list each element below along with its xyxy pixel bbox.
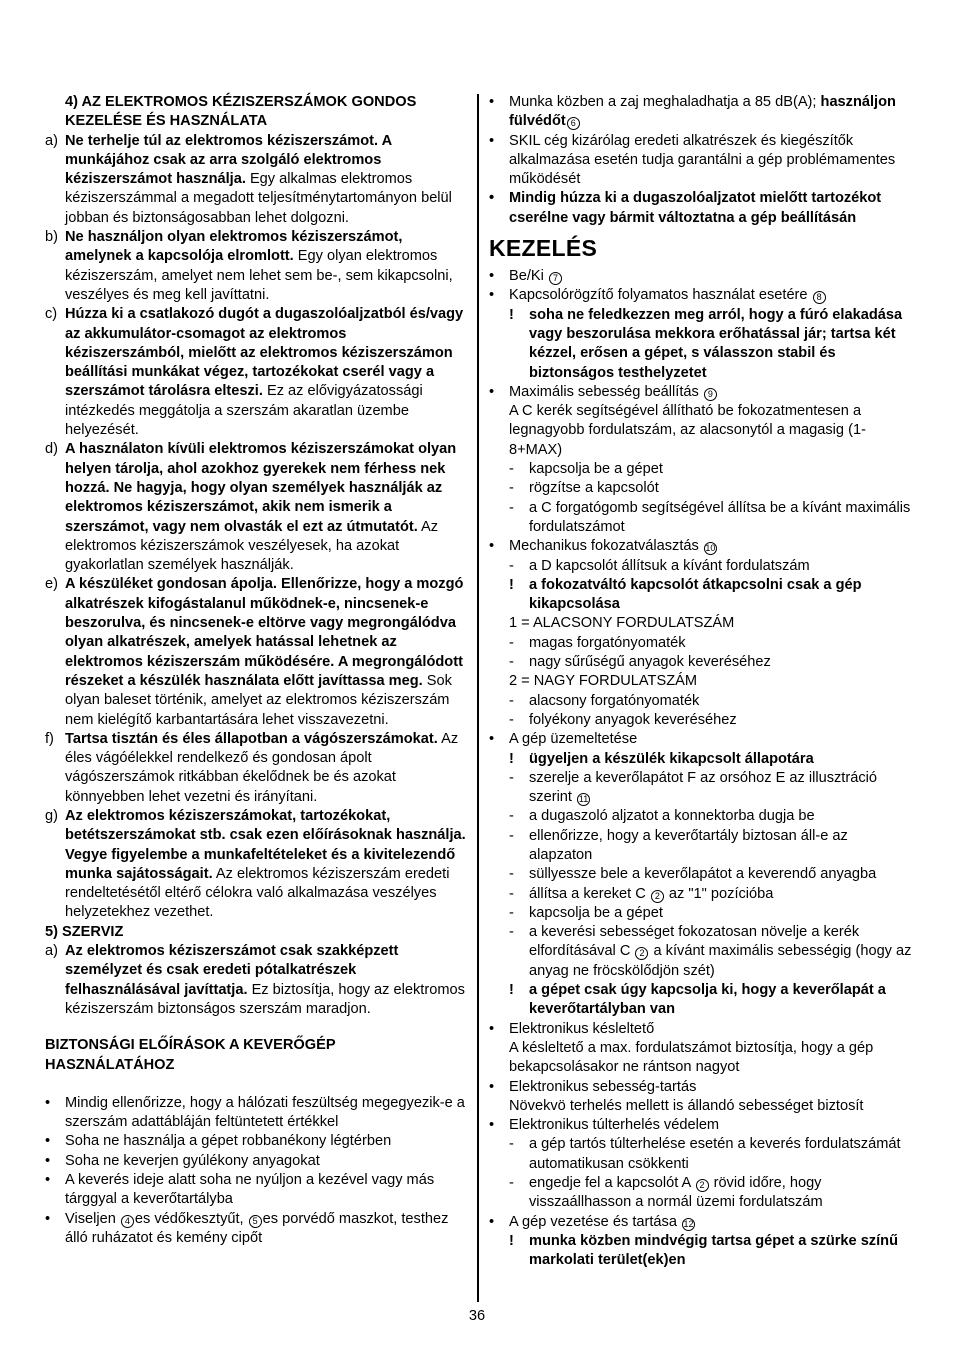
overload-step-2: - engedje fel a kapcsolót A 2 rövid időre, hogy visszaállhasson a normál üzemi fordulatszám (509, 1175, 823, 1211)
lock-item: • Kapcsolórögzítő folyamatos használat esetére 8 (489, 286, 913, 305)
list-marker: - (509, 654, 514, 671)
list-marker: - (509, 692, 514, 709)
list-marker: - (509, 461, 514, 478)
holding-item: • A gép vezetése és tartása 12 (489, 1213, 694, 1230)
section-4-list (45, 132, 467, 923)
list-marker: • (45, 1133, 51, 1150)
operate-warning-2: ! a gépet csak úgy kapcsolja ki, hogy a keverőlapát a keverőtartályban van (509, 982, 886, 1018)
safety-list (45, 1094, 467, 1210)
section-4-item: b) Ne használjon olyan elektromos kéziszerszámot, amelynek a kapcsolója elromlott. Egy olyan elektromos kéziszerszám, amelyet nem lehet sem be-, sem kikapcsolni, veszélyes és meg kell javíttatni. (45, 229, 453, 303)
callout-2-icon: 2 (635, 947, 648, 960)
gear-low-item: - magas forgatónyomaték (489, 634, 913, 653)
list-marker: g) (45, 807, 58, 824)
list-marker: e) (45, 576, 58, 593)
maxspeed-step: - a C forgatógomb segítségével állítsa be a kívánt maximális fordulatszámot (509, 499, 911, 535)
callout-9-icon: 9 (704, 388, 717, 401)
holding-warning: ! munka közben mindvégig tartsa gépet a szürke színű markolati terület(ek)en (509, 1232, 898, 1269)
safety-item: • A keverés ideje alatt soha ne nyúljon a kezével vagy más tárggyal a keverőtartályba (45, 1172, 435, 1208)
lock-warning: ! soha ne feledkezzen meg arról, hogy a fúró elakadása vagy beszorulása mekkora erőhatással jár; tartsa két kézzel, erősen a gépet, s válasszon stabil és biztonságos testhelyzetet (509, 306, 903, 381)
operate-step-5: - állítsa a kereket C 2 az "1" pozícióba (509, 885, 774, 902)
list-marker: f) (45, 730, 54, 747)
callout-7-icon: 7 (549, 272, 562, 285)
parts-item: • SKIL cég kizárólag eredeti alkatrészek és kiegészítők alkalmazása esetén tudja garantálni a gép problémamentes működését (489, 132, 896, 188)
list-marker: - (509, 634, 514, 651)
maxspeed-step: - rögzítse a kapcsolót (489, 479, 913, 498)
unplug-item: • Mindig húzza ki a dugaszolóaljzatot mielőtt tartozékot cserélne vagy bármit változtatna a gép beállításán (489, 190, 882, 226)
page-number: 36 (468, 1308, 486, 1324)
gear-low-list (489, 634, 913, 673)
list-marker: b) (45, 229, 58, 246)
gear-high-label: 2 = NAGY FORDULATSZÁM (509, 673, 698, 690)
gear-low-item: - nagy sűrűségű anyagok keveréséhez (489, 653, 913, 672)
callout-8-icon: 8 (813, 291, 826, 304)
operate-step-6: - kapcsolja be a gépet (509, 904, 663, 921)
section-4-title: 4) AZ ELEKTROMOS KÉZISZERSZÁMOK GONDOS KEZELÉSE ÉS HASZNÁLATA (65, 94, 417, 130)
gear-low-label: 1 = ALACSONY FORDULATSZÁM (509, 615, 735, 632)
operate-step-1: - szerelje a keverőlapátot F az orsóhoz E az illusztráció szerint 11 (509, 769, 877, 806)
maxspeed-item: • Maximális sebesség beállítás 9 A C kerék segítségével állítható be fokozatmentesen a legnagyobb fordulatszám, az alacsonytól a magasig (1-8+MAX) (489, 383, 866, 458)
callout-12-icon: 12 (683, 1218, 694, 1229)
safety-item: • Mindig ellenőrizze, hogy a hálózati feszültség megegyezik-e a szerszám adattábláján feltüntetett értékkel (45, 1094, 465, 1131)
operate-warning-1: ! ügyeljen a készülék kikapcsolt állapotára (509, 750, 814, 767)
callout-11-icon: 11 (578, 794, 589, 805)
left-column (45, 93, 467, 1248)
list-marker: c) (45, 306, 58, 323)
gear-warning: ! a fokozatváltó kapcsolót átkapcsolni csak a gép kikapcsolása (509, 576, 862, 613)
section-4-item: e) A készüléket gondosan ápolja. Ellenőrizze, hogy a mozgó alkatrészek kifogástalanul működnek-e, nincsenek-e beszorulva, és nincsenek-e eltörve vagy megrongálódva olyan alkatrészek, amelyek hatással lehetnek az elektromos kéziszerszám működésére. A megrongálódott részeket a készülék használata előtt javíttassa meg. Sok olyan baleset történik, amelyet az elektromos kéziszerszám nem kielégítő karbantartására lehet visszavezetni. (45, 576, 464, 728)
gear-step: - a D kapcsolót állítsuk a kívánt fordulatszám (509, 557, 810, 574)
safety-item: • Soha ne használja a gépet robbanékony légtérben (45, 1132, 467, 1151)
right-column (489, 93, 913, 1271)
maxspeed-step: - kapcsolja be a gépet (489, 460, 913, 479)
overload-item: • Elektronikus túlterhelés védelem (489, 1117, 720, 1134)
operate-step-3: - ellenőrizze, hogy a keverőtartály biztosan áll-e az alapzaton (509, 827, 848, 863)
list-marker: - (509, 499, 514, 516)
operate-item: • A gép üzemeltetése (489, 731, 638, 748)
list-marker: • (45, 1094, 51, 1111)
safety-item: • Soha ne keverjen gyúlékony anyagokat (45, 1152, 467, 1171)
gear-high-item: - folyékony anyagok keveréséhez (489, 711, 913, 730)
section-4-item: g) Az elektromos kéziszerszámokat, tartozékokat, betétszerszámokat stb. csak ezen előírásoknak használja. Vegye figyelembe a munkafeltételeket és a kivitelezendő munka sajátosságait. Az elektromos kéziszerszám eredeti rendeltetésétől eltérő célokra való alkalmazása veszélyes helyzetekhez vezethet. (45, 807, 466, 921)
safety-item-ppe: • Viseljen 4 es védőkesztyűt, 5 es porvédő maszkot, testhez álló ruházatot és kemény cipőt (45, 1210, 449, 1246)
operate-step-7: - a keverési sebességet fokozatosan növelje a kerék elfordításával C 2 a kívánt maximális sebességig (hogy az anyag ne fröcskölődjön szét) (509, 924, 912, 979)
section-5-item: a) Az elektromos kéziszerszámot csak szakképzett személyzet és csak eredeti pótalkatrészek felhasználásával javíttatja. Ez biztosítja, hogy az elektromos kéziszerszám biztonságos szerszám maradjon. (45, 943, 465, 1017)
callout-4-icon: 4 (121, 1215, 134, 1228)
section-5-title: 5) SZERVIZ (45, 923, 124, 940)
section-4-item: c) Húzza ki a csatlakozó dugót a dugaszolóaljzatból és/vagy az akkumulátor-csomagot az elektromos kéziszerszámból, mielőtt az elektromos kéziszerszámon beállítási munkákat végez, tartozékokat cserél vagy a szerszámot tárolásra elteszi. Ez az elővigyázatossági intézkedés meggátolja a szerszám akaratlan üzembe helyezését. (45, 306, 464, 439)
list-marker: • (45, 1172, 51, 1189)
list-marker: a) (45, 132, 58, 149)
callout-5-icon: 5 (249, 1215, 262, 1228)
gear-high-list (489, 692, 913, 731)
section-4-item: a) Ne terhelje túl az elektromos kéziszerszámot. A munkájához csak az arra szolgáló elektromos kéziszerszámot használja. Egy alkalmas elektromos kéziszerszámmal a megadott teljesítménytartományon belül jobban és biztonságosabban lehet dolgozni. (45, 132, 452, 226)
list-marker: d) (45, 441, 58, 458)
operate-step-2: - a dugaszoló aljzatot a konnektorba dugja be (509, 808, 815, 825)
list-marker: - (509, 711, 514, 728)
overload-step-1: - a gép tartós túlterhelése esetén a keverés fordulatszámát automatikusan csökkenti (509, 1136, 901, 1172)
list-marker: a) (45, 943, 58, 960)
column-divider (477, 94, 479, 1302)
callout-2-icon: 2 (696, 1179, 709, 1192)
maxspeed-steps (489, 460, 913, 537)
list-marker: • (45, 1152, 51, 1169)
callout-6-icon: 6 (567, 117, 580, 130)
constspeed-item: • Elektronikus sebesség-tartás Növekvö terhelés mellett is állandó sebességet biztosít (489, 1078, 864, 1114)
noise-item: • Munka közben a zaj meghaladhatja a 85 dB(A); használjon fülvédőt 6 (489, 94, 896, 130)
softstart-item: • Elektronikus késleltető A késleltető a max. fordulatszámot biztosítja, hogy a gép bekapcsolásakor ne rántson nagyot (489, 1020, 874, 1076)
section-4-item: d) A használaton kívüli elektromos kéziszerszámokat olyan helyen tárolja, ahol azokhoz gyerekek nem férhess nek hozzá. Ne hagyja, hogy olyan személyek használják az elektromos kéziszerszámot, akik nem ismerik a szerszámot, vagy nem olvasták el ezt az útmutatót. Az elektromos kéziszerszámok veszélyesek, ha azokat gyakorlatlan személyek használják. (45, 441, 457, 574)
list-marker: - (509, 480, 514, 497)
onoff-item: • Be/Ki 7 (489, 267, 913, 286)
section-4-item: f) Tartsa tisztán és éles állapotban a vágószerszámokat. Az éles vágóélekkel rendelkező és gondosan ápolt vágószerszámok ritkábban ékelődnek be és azokat könnyebben lehet vezetni és irányítani. (45, 730, 459, 805)
section-5-list (45, 942, 467, 1019)
gear-high-item: - alacsony forgatónyomaték (489, 692, 913, 711)
callout-10-icon: 10 (705, 543, 716, 554)
safety-title: BIZTONSÁGI ELŐÍRÁSOK A KEVERŐGÉP HASZNÁLATÁHOZ (45, 1037, 336, 1073)
operate-step-4: - süllyessze bele a keverőlapátot a keverendő anyagba (509, 866, 877, 883)
callout-2-icon: 2 (651, 890, 664, 903)
kezeles-heading: KEZELÉS (489, 235, 598, 262)
gear-item: • Mechanikus fokozatválasztás 10 (489, 538, 716, 555)
